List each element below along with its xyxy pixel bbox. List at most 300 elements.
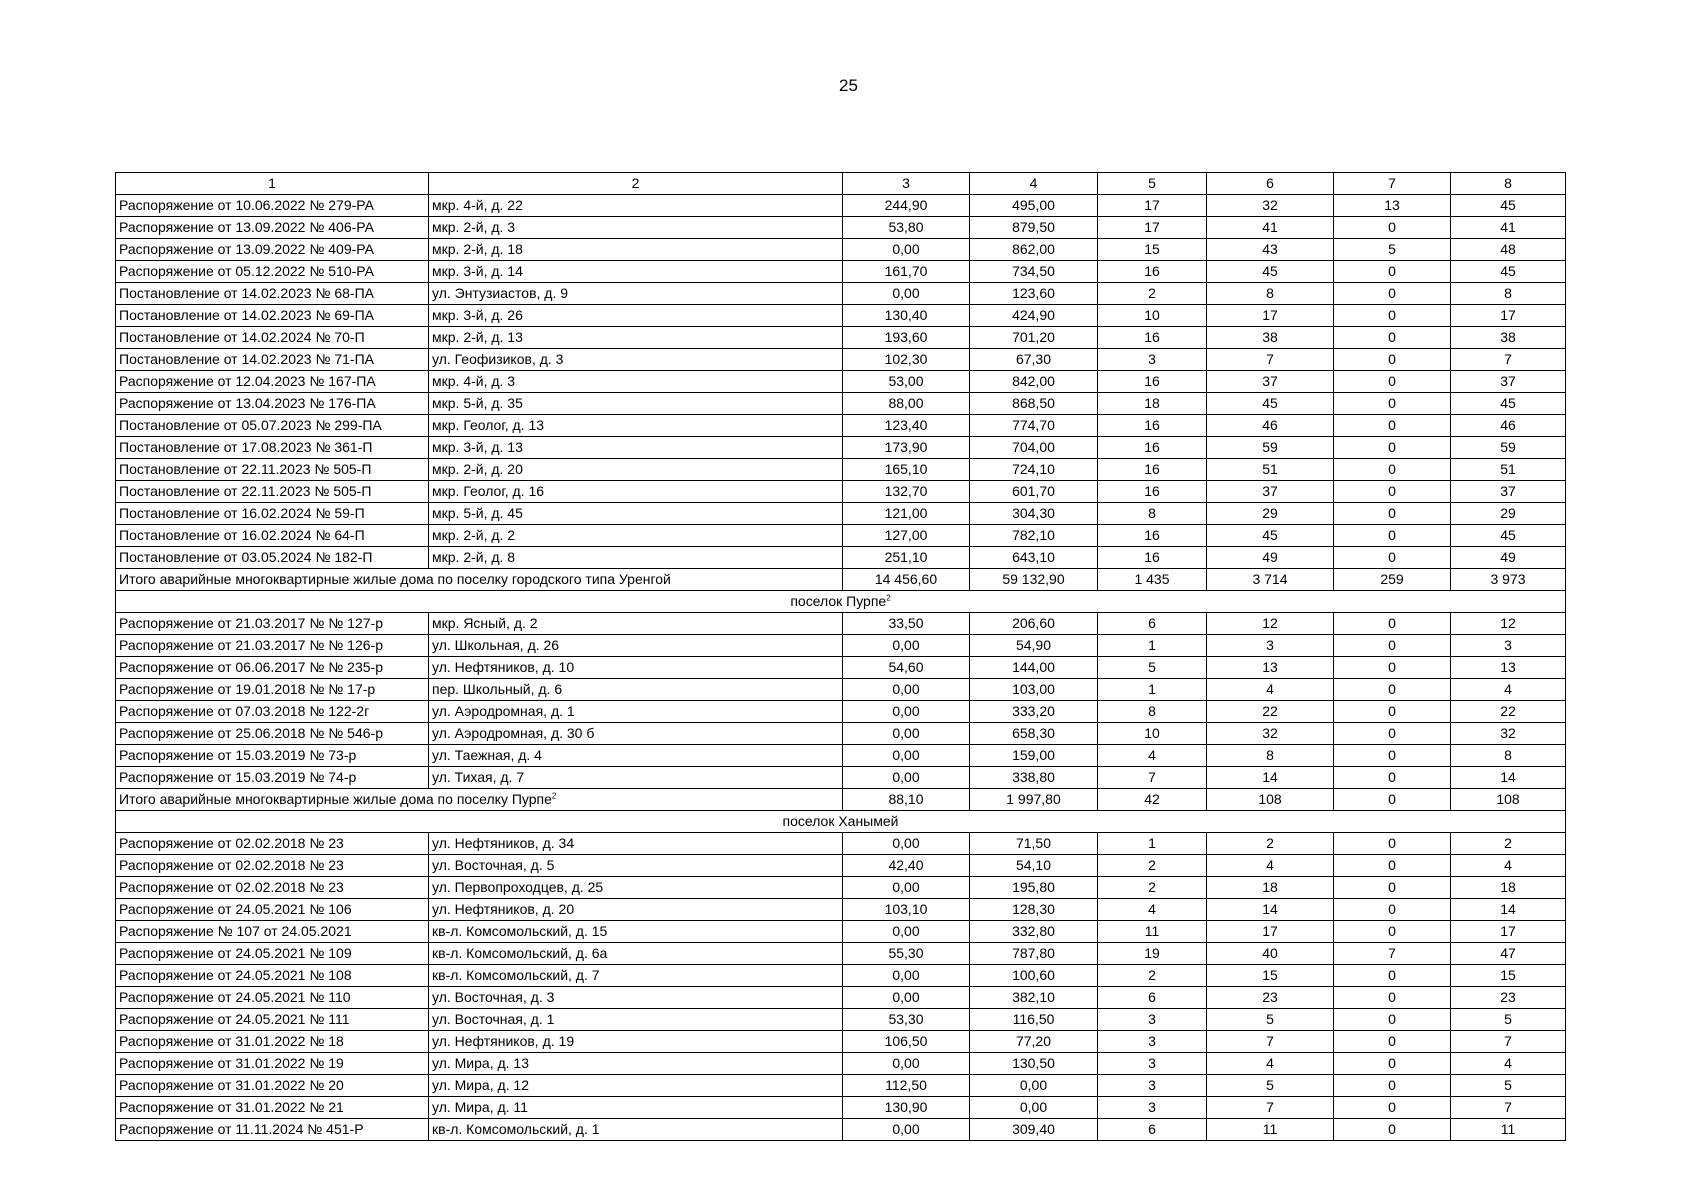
table-cell: 123,40 [843, 415, 970, 437]
table-cell: 4 [1207, 679, 1334, 701]
table-cell: 12 [1451, 613, 1566, 635]
table-cell: мкр. 5-й, д. 35 [429, 393, 843, 415]
table-cell: ул. Восточная, д. 1 [429, 1009, 843, 1031]
table-cell: 18 [1098, 393, 1207, 415]
table-cell: 782,10 [970, 525, 1098, 547]
table-cell: ул. Аэродромная, д. 1 [429, 701, 843, 723]
table-row [116, 877, 1566, 899]
table-cell: 3 [1451, 635, 1566, 657]
table-cell: 0 [1334, 1053, 1451, 1075]
table-cell: Распоряжение от 24.05.2021 № 109 [116, 943, 429, 965]
section-title-text: поселок Пурпе [790, 593, 887, 609]
table-cell: мкр. 3-й, д. 26 [429, 305, 843, 327]
table-cell: 3 [1098, 1053, 1207, 1075]
table-row [116, 965, 1566, 987]
table-cell: 13 [1334, 195, 1451, 217]
table-cell: 309,40 [970, 1119, 1098, 1141]
table-row [116, 1053, 1566, 1075]
table-cell: 734,50 [970, 261, 1098, 283]
table-row [116, 261, 1566, 283]
table-cell: 338,80 [970, 767, 1098, 789]
table-cell: 38 [1207, 327, 1334, 349]
table-cell: 0 [1334, 987, 1451, 1009]
total-label-text: Итого аварийные многоквартирные жилые дома по поселку городского типа Уренгой [119, 571, 671, 587]
table-cell: 38 [1451, 327, 1566, 349]
table-cell: Постановление от 14.02.2023 № 68-ПА [116, 283, 429, 305]
table-row [116, 657, 1566, 679]
table-row [116, 547, 1566, 569]
table-cell: 704,00 [970, 437, 1098, 459]
table-cell: 1 [1098, 635, 1207, 657]
table-cell: мкр. 4-й, д. 3 [429, 371, 843, 393]
table-cell: 16 [1098, 459, 1207, 481]
table-cell: 0,00 [843, 745, 970, 767]
table-cell: Постановление от 22.11.2023 № 505-П [116, 481, 429, 503]
table-cell: 7 [1207, 1031, 1334, 1053]
table-cell: 3 [1098, 1075, 1207, 1097]
table-cell: 304,30 [970, 503, 1098, 525]
table-cell: 4 [1098, 899, 1207, 921]
table-cell: 8 [1207, 745, 1334, 767]
table-cell: 14 [1451, 899, 1566, 921]
table-cell: 53,80 [843, 217, 970, 239]
table-row [116, 195, 1566, 217]
table-row [116, 1119, 1566, 1141]
table-cell: мкр. 3-й, д. 13 [429, 437, 843, 459]
table-cell: 0,00 [843, 635, 970, 657]
table-cell: 0 [1334, 899, 1451, 921]
table-cell: 0 [1334, 261, 1451, 283]
table-cell: 868,50 [970, 393, 1098, 415]
table-cell: кв-л. Комсомольский, д. 7 [429, 965, 843, 987]
table-cell: мкр. 2-й, д. 3 [429, 217, 843, 239]
column-header: 1 [116, 173, 429, 195]
table-cell: кв-л. Комсомольский, д. 6а [429, 943, 843, 965]
table-cell: Распоряжение от 31.01.2022 № 20 [116, 1075, 429, 1097]
table-cell: 0 [1334, 393, 1451, 415]
table-cell: Распоряжение от 19.01.2018 № № 17-р [116, 679, 429, 701]
table-cell: 23 [1207, 987, 1334, 1009]
table-cell: 6 [1098, 987, 1207, 1009]
table-cell: 14 456,60 [843, 569, 970, 591]
table-cell: 6 [1098, 1119, 1207, 1141]
table-cell: 244,90 [843, 195, 970, 217]
table-cell: 0 [1334, 745, 1451, 767]
table-cell: 17 [1451, 921, 1566, 943]
table-cell: 193,60 [843, 327, 970, 349]
table-cell: 8 [1098, 701, 1207, 723]
table-cell: Распоряжение от 02.02.2018 № 23 [116, 877, 429, 899]
table-cell: Распоряжение от 25.06.2018 № № 546-р [116, 723, 429, 745]
table-cell: 724,10 [970, 459, 1098, 481]
table-cell: Распоряжение от 02.02.2018 № 23 [116, 833, 429, 855]
table-cell: 165,10 [843, 459, 970, 481]
table-cell: 54,90 [970, 635, 1098, 657]
table-cell: 132,70 [843, 481, 970, 503]
table-row [116, 217, 1566, 239]
table-cell: 0 [1334, 437, 1451, 459]
table-cell: 0 [1334, 283, 1451, 305]
table-cell: 6 [1098, 613, 1207, 635]
table-cell: 601,70 [970, 481, 1098, 503]
table-cell: 7 [1207, 1097, 1334, 1119]
table-cell: Распоряжение от 05.12.2022 № 510-РА [116, 261, 429, 283]
table-cell: ул. Первопроходцев, д. 25 [429, 877, 843, 899]
table-cell: 173,90 [843, 437, 970, 459]
table-cell: ул. Нефтяников, д. 20 [429, 899, 843, 921]
total-label-text: Итого аварийные многоквартирные жилые дома по поселку Пурпе [119, 791, 552, 807]
table-cell: 0 [1334, 1075, 1451, 1097]
table-cell: Распоряжение от 07.03.2018 № 122-2г [116, 701, 429, 723]
table-cell: 4 [1207, 855, 1334, 877]
table-cell: 0,00 [843, 987, 970, 1009]
table-cell: Постановление от 14.02.2024 № 70-П [116, 327, 429, 349]
table-cell: 48 [1451, 239, 1566, 261]
table-cell: 658,30 [970, 723, 1098, 745]
table-cell: 495,00 [970, 195, 1098, 217]
table-row [116, 921, 1566, 943]
table-cell: 13 [1451, 657, 1566, 679]
table-cell: 128,30 [970, 899, 1098, 921]
table-cell: 7 [1098, 767, 1207, 789]
table-cell: 5 [1334, 239, 1451, 261]
table-cell: 15 [1451, 965, 1566, 987]
table-cell: 7 [1207, 349, 1334, 371]
table-cell: 16 [1098, 327, 1207, 349]
table-cell: 4 [1451, 1053, 1566, 1075]
table-cell: 116,50 [970, 1009, 1098, 1031]
table-cell: ул. Геофизиков, д. 3 [429, 349, 843, 371]
column-header: 6 [1207, 173, 1334, 195]
table-cell: мкр. 2-й, д. 13 [429, 327, 843, 349]
table-cell: 0 [1334, 635, 1451, 657]
table-cell: Распоряжение от 31.01.2022 № 21 [116, 1097, 429, 1119]
table-cell: 37 [1207, 371, 1334, 393]
table-cell: Распоряжение от 31.01.2022 № 18 [116, 1031, 429, 1053]
table-row [116, 613, 1566, 635]
table-cell: 10 [1098, 305, 1207, 327]
table-cell: 0,00 [843, 723, 970, 745]
table-cell: 49 [1451, 547, 1566, 569]
table-cell: 0,00 [843, 877, 970, 899]
table-cell: 15 [1098, 239, 1207, 261]
table-cell: 424,90 [970, 305, 1098, 327]
total-label [116, 569, 843, 591]
table-cell: 53,30 [843, 1009, 970, 1031]
section-title-text: поселок Ханымей [782, 813, 899, 829]
table-cell: 29 [1207, 503, 1334, 525]
total-label [116, 789, 843, 811]
table-cell: 4 [1098, 745, 1207, 767]
table-cell: 23 [1451, 987, 1566, 1009]
table-cell: 7 [1451, 1031, 1566, 1053]
table-cell: 0,00 [843, 921, 970, 943]
table-row [116, 459, 1566, 481]
table-cell: 0,00 [843, 283, 970, 305]
table-cell: 3 [1098, 1009, 1207, 1031]
table-cell: 7 [1451, 349, 1566, 371]
column-header: 8 [1451, 173, 1566, 195]
table-cell: Распоряжение от 21.03.2017 № № 126-р [116, 635, 429, 657]
table-cell: 0,00 [843, 701, 970, 723]
table-cell: 43 [1207, 239, 1334, 261]
table-row [116, 745, 1566, 767]
table-cell: 46 [1451, 415, 1566, 437]
table-cell: 40 [1207, 943, 1334, 965]
table-cell: Распоряжение от 24.05.2021 № 106 [116, 899, 429, 921]
table-cell: 2 [1098, 877, 1207, 899]
table-cell: Постановление от 03.05.2024 № 182-П [116, 547, 429, 569]
table-cell: 0,00 [970, 1097, 1098, 1119]
table-cell: 16 [1098, 261, 1207, 283]
table-row [116, 371, 1566, 393]
table-cell: Постановление от 22.11.2023 № 505-П [116, 459, 429, 481]
table-cell: 8 [1207, 283, 1334, 305]
table-cell: 15 [1207, 965, 1334, 987]
table-row [116, 393, 1566, 415]
table-cell: Распоряжение от 10.06.2022 № 279-РА [116, 195, 429, 217]
table-cell: 16 [1098, 437, 1207, 459]
table-cell: 333,20 [970, 701, 1098, 723]
table-cell: 32 [1207, 195, 1334, 217]
table-cell: кв-л. Комсомольский, д. 1 [429, 1119, 843, 1141]
table-cell: пер. Школьный, д. 6 [429, 679, 843, 701]
table-cell: 879,50 [970, 217, 1098, 239]
table-cell: мкр. 2-й, д. 18 [429, 239, 843, 261]
table-cell: 130,90 [843, 1097, 970, 1119]
table-row [116, 723, 1566, 745]
table-cell: 0,00 [843, 767, 970, 789]
table-cell: 45 [1451, 261, 1566, 283]
table-cell: 102,30 [843, 349, 970, 371]
table-row [116, 833, 1566, 855]
column-header: 7 [1334, 173, 1451, 195]
column-header: 5 [1098, 173, 1207, 195]
column-header-row [116, 173, 1566, 195]
table-row [116, 503, 1566, 525]
table-cell: 5 [1207, 1009, 1334, 1031]
table-row [116, 1075, 1566, 1097]
table-cell: 32 [1207, 723, 1334, 745]
table-cell: 16 [1098, 525, 1207, 547]
table-cell: 16 [1098, 415, 1207, 437]
table-cell: 10 [1098, 723, 1207, 745]
table-cell: Распоряжение от 24.05.2021 № 108 [116, 965, 429, 987]
table-cell: 49 [1207, 547, 1334, 569]
table-cell: 862,00 [970, 239, 1098, 261]
table-cell: Распоряжение от 11.11.2024 № 451-Р [116, 1119, 429, 1141]
table-cell: Распоряжение от 24.05.2021 № 111 [116, 1009, 429, 1031]
table-cell: 18 [1451, 877, 1566, 899]
table-cell: 144,00 [970, 657, 1098, 679]
table-cell: 3 [1098, 1097, 1207, 1119]
table-cell: ул. Аэродромная, д. 30 б [429, 723, 843, 745]
table-cell: 17 [1098, 195, 1207, 217]
table-cell: Распоряжение № 107 от 24.05.2021 [116, 921, 429, 943]
table-cell: мкр. 4-й, д. 22 [429, 195, 843, 217]
table-cell: 7 [1334, 943, 1451, 965]
table-cell: 2 [1207, 833, 1334, 855]
table-row [116, 1031, 1566, 1053]
table-cell: 45 [1207, 261, 1334, 283]
table-cell: 17 [1098, 217, 1207, 239]
table-cell: 45 [1451, 525, 1566, 547]
table-cell: 42,40 [843, 855, 970, 877]
table-cell: 7 [1451, 1097, 1566, 1119]
table-cell: 0 [1334, 349, 1451, 371]
table-cell: 46 [1207, 415, 1334, 437]
table-cell: 41 [1451, 217, 1566, 239]
table-cell: 2 [1098, 855, 1207, 877]
table-cell: 11 [1451, 1119, 1566, 1141]
table-cell: 19 [1098, 943, 1207, 965]
table-cell: 0,00 [843, 833, 970, 855]
table-cell: Распоряжение от 12.04.2023 № 167-ПА [116, 371, 429, 393]
table-cell: мкр. Ясный, д. 2 [429, 613, 843, 635]
table-cell: 0 [1334, 965, 1451, 987]
table-cell: 8 [1451, 283, 1566, 305]
table-cell: ул. Таежная, д. 4 [429, 745, 843, 767]
table-cell: 127,00 [843, 525, 970, 547]
section-title [116, 591, 1566, 613]
section-title-row [116, 811, 1566, 833]
table-cell: ул. Мира, д. 13 [429, 1053, 843, 1075]
table-cell: 14 [1451, 767, 1566, 789]
table-cell: 0 [1334, 833, 1451, 855]
table-cell: 2 [1451, 833, 1566, 855]
table-cell: 3 714 [1207, 569, 1334, 591]
table-cell: 11 [1207, 1119, 1334, 1141]
table-cell: 3 [1098, 1031, 1207, 1053]
table-cell: 51 [1207, 459, 1334, 481]
table-row [116, 481, 1566, 503]
table-cell: 0,00 [843, 1119, 970, 1141]
table-cell: 16 [1098, 547, 1207, 569]
table-row [116, 327, 1566, 349]
table-cell: 18 [1207, 877, 1334, 899]
table-cell: Распоряжение от 24.05.2021 № 110 [116, 987, 429, 1009]
table-cell: ул. Восточная, д. 3 [429, 987, 843, 1009]
table-cell: 195,80 [970, 877, 1098, 899]
table-cell: 88,00 [843, 393, 970, 415]
table-cell: 54,60 [843, 657, 970, 679]
table-cell: Распоряжение от 31.01.2022 № 19 [116, 1053, 429, 1075]
table-cell: 0,00 [843, 239, 970, 261]
table-cell: Постановление от 16.02.2024 № 59-П [116, 503, 429, 525]
table-cell: 77,20 [970, 1031, 1098, 1053]
section-title [116, 811, 1566, 833]
table-cell: 0 [1334, 1119, 1451, 1141]
table-cell: 45 [1207, 525, 1334, 547]
table-cell: 47 [1451, 943, 1566, 965]
table-row [116, 1097, 1566, 1119]
table-cell: 45 [1207, 393, 1334, 415]
table-cell: 17 [1207, 921, 1334, 943]
table-cell: 59 [1451, 437, 1566, 459]
table-row [116, 1009, 1566, 1031]
table-row [116, 415, 1566, 437]
table-cell: 33,50 [843, 613, 970, 635]
table-row [116, 437, 1566, 459]
table-cell: 0 [1334, 855, 1451, 877]
table-cell: 37 [1207, 481, 1334, 503]
table-cell: 45 [1451, 393, 1566, 415]
table-cell: 0 [1334, 701, 1451, 723]
table-cell: мкр. 2-й, д. 2 [429, 525, 843, 547]
table-row [116, 239, 1566, 261]
table-cell: Постановление от 05.07.2023 № 299-ПА [116, 415, 429, 437]
table-cell: 5 [1451, 1075, 1566, 1097]
table-cell: 0 [1334, 921, 1451, 943]
table-cell: 123,60 [970, 283, 1098, 305]
table-row [116, 701, 1566, 723]
table-cell: 4 [1207, 1053, 1334, 1075]
table-cell: 0 [1334, 1097, 1451, 1119]
table-cell: 0 [1334, 613, 1451, 635]
table-cell: Распоряжение от 15.03.2019 № 74-р [116, 767, 429, 789]
table-cell: 5 [1451, 1009, 1566, 1031]
table-cell: 1 [1098, 679, 1207, 701]
table-cell: Постановление от 16.02.2024 № 64-П [116, 525, 429, 547]
table-cell: 1 [1098, 833, 1207, 855]
table-cell: ул. Мира, д. 12 [429, 1075, 843, 1097]
table-cell: 41 [1207, 217, 1334, 239]
table-cell: 0,00 [970, 1075, 1098, 1097]
table-cell: 332,80 [970, 921, 1098, 943]
table-row [116, 635, 1566, 657]
table-cell: 12 [1207, 613, 1334, 635]
table-cell: 4 [1451, 855, 1566, 877]
table-cell: 22 [1207, 701, 1334, 723]
table-cell: 0 [1334, 217, 1451, 239]
table-cell: мкр. 2-й, д. 20 [429, 459, 843, 481]
table-cell: Постановление от 17.08.2023 № 361-П [116, 437, 429, 459]
table-cell: 0 [1334, 481, 1451, 503]
table-cell: 0 [1334, 723, 1451, 745]
table-cell: 42 [1098, 789, 1207, 811]
table-cell: Распоряжение от 15.03.2019 № 73-р [116, 745, 429, 767]
table-cell: Распоряжение от 06.06.2017 № № 235-р [116, 657, 429, 679]
table-cell: 842,00 [970, 371, 1098, 393]
footnote-mark: 2 [551, 791, 557, 801]
table-cell: 701,20 [970, 327, 1098, 349]
table-cell: 0 [1334, 415, 1451, 437]
table-cell: кв-л. Комсомольский, д. 15 [429, 921, 843, 943]
total-row [116, 569, 1566, 591]
table-cell: 0 [1334, 503, 1451, 525]
table-cell: 259 [1334, 569, 1451, 591]
table-cell: 5 [1207, 1075, 1334, 1097]
table-row [116, 899, 1566, 921]
table-row [116, 855, 1566, 877]
column-header: 4 [970, 173, 1098, 195]
table-cell: 0 [1334, 789, 1451, 811]
table-row [116, 525, 1566, 547]
table-cell: 161,70 [843, 261, 970, 283]
table-cell: ул. Нефтяников, д. 34 [429, 833, 843, 855]
table-cell: 0 [1334, 305, 1451, 327]
table-cell: 3 [1207, 635, 1334, 657]
table-cell: Распоряжение от 02.02.2018 № 23 [116, 855, 429, 877]
table-cell: 0,00 [843, 1053, 970, 1075]
table-cell: 643,10 [970, 547, 1098, 569]
table-cell: ул. Тихая, д. 7 [429, 767, 843, 789]
table-cell: 0,00 [843, 965, 970, 987]
table-cell: 53,00 [843, 371, 970, 393]
column-header: 3 [843, 173, 970, 195]
table-cell: 0 [1334, 877, 1451, 899]
table-cell: 130,50 [970, 1053, 1098, 1075]
